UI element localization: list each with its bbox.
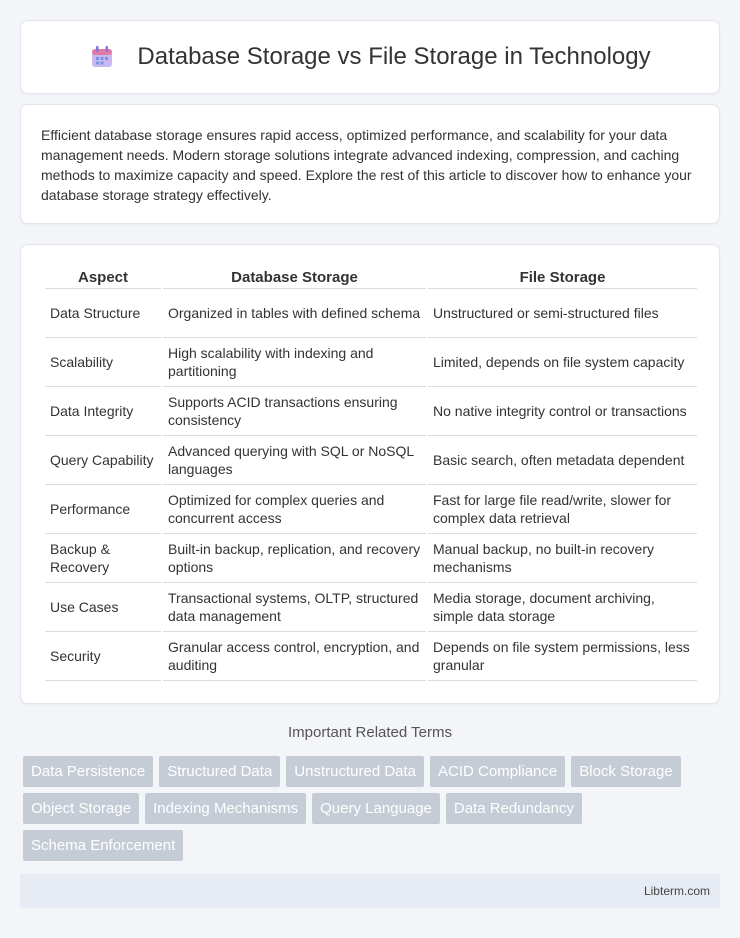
table-cell: Limited, depends on file system capacity: [428, 338, 697, 387]
table-cell: Advanced querying with SQL or NoSQL languages: [163, 436, 426, 485]
table-cell: Basic search, often metadata dependent: [428, 436, 697, 485]
table-cell: Fast for large file read/write, slower for complex data retrieval: [428, 485, 697, 534]
table-cell: Manual backup, no built-in recovery mechanisms: [428, 534, 697, 583]
table-row: [45, 289, 697, 338]
table-row: [45, 534, 697, 583]
table-cell: Media storage, document archiving, simple data storage: [428, 583, 697, 632]
table-cell: Data Integrity: [45, 387, 161, 436]
related-term-tag[interactable]: Schema Enforcement: [23, 830, 183, 861]
intro-text: Efficient database storage ensures rapid access, optimized performance, and scalability for your data management needs. Modern storage solutions integrate advanced indexing, compression, and caching methods to maximize capacity and speed. Explore the rest of this article to discover how to enhance your database storage strategy effectively.: [41, 127, 692, 203]
table-cell: Depends on file system permissions, less granular: [428, 632, 697, 681]
table-cell: Supports ACID transactions ensuring consistency: [163, 387, 426, 436]
table-row: [45, 436, 697, 485]
related-terms-title: Important Related Terms: [288, 724, 452, 741]
comparison-table: [43, 263, 699, 681]
comparison-table-card: [20, 244, 720, 704]
table-header-row: [45, 263, 697, 289]
table-cell: Unstructured or semi-structured files: [428, 289, 697, 338]
column-header-file-storage: File Storage: [428, 263, 697, 289]
table-row: [45, 632, 697, 681]
column-header-aspect: Aspect: [45, 263, 161, 289]
related-term-tag[interactable]: Data Redundancy: [446, 793, 582, 824]
table-cell: Data Structure: [45, 289, 161, 338]
table-cell: Built-in backup, replication, and recovery options: [163, 534, 426, 583]
related-term-tag[interactable]: Query Language: [312, 793, 440, 824]
related-term-tag[interactable]: Indexing Mechanisms: [145, 793, 306, 824]
table-cell: Security: [45, 632, 161, 681]
table-cell: Use Cases: [45, 583, 161, 632]
table-cell: High scalability with indexing and partitioning: [163, 338, 426, 387]
table-row: [45, 583, 697, 632]
table-row: [45, 485, 697, 534]
table-cell: Backup & Recovery: [45, 534, 161, 583]
related-term-tag[interactable]: Structured Data: [159, 756, 280, 787]
related-terms-list: [23, 756, 723, 867]
table-row: [45, 338, 697, 387]
intro-card: [20, 104, 720, 224]
calendar-icon: [89, 44, 115, 70]
related-term-tag[interactable]: ACID Compliance: [430, 756, 565, 787]
table-cell: Scalability: [45, 338, 161, 387]
table-cell: Organized in tables with defined schema: [163, 289, 426, 338]
footer: [20, 874, 720, 908]
table-row: [45, 387, 697, 436]
table-cell: Query Capability: [45, 436, 161, 485]
related-term-tag[interactable]: Block Storage: [571, 756, 680, 787]
table-cell: Transactional systems, OLTP, structured data management: [163, 583, 426, 632]
column-header-database-storage: Database Storage: [163, 263, 426, 289]
related-term-tag[interactable]: Unstructured Data: [286, 756, 424, 787]
table-cell: Granular access control, encryption, and auditing: [163, 632, 426, 681]
table-cell: Performance: [45, 485, 161, 534]
table-cell: Optimized for complex queries and concurrent access: [163, 485, 426, 534]
related-term-tag[interactable]: Object Storage: [23, 793, 139, 824]
page-title: Database Storage vs File Storage in Technology: [137, 43, 651, 70]
related-term-tag[interactable]: Data Persistence: [23, 756, 153, 787]
table-cell: No native integrity control or transactions: [428, 387, 697, 436]
footer-site-link[interactable]: Libterm.com: [643, 884, 710, 898]
title-card: [20, 20, 720, 94]
